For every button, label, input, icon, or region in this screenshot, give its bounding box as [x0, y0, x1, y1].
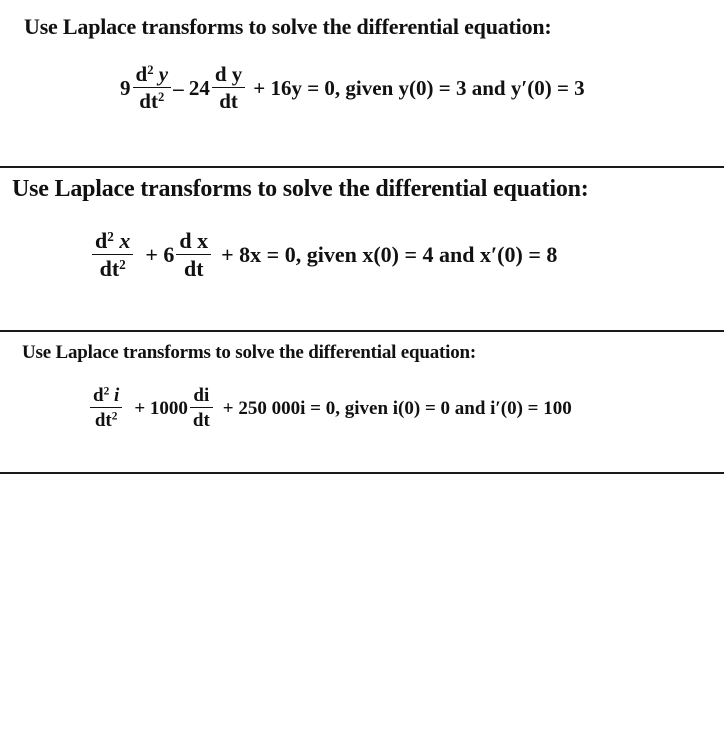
problem-1-prompt: Use Laplace transforms to solve the differential equation: [24, 14, 552, 39]
problem-3-first-derivative: $\frac{di}{dt}$ [190, 386, 213, 430]
problem-1-rest: + 16y = 0, given y(0) = 3 and y′(0) = 3 [253, 75, 585, 100]
problem-2-first-derivative: $\frac{\text{d x}}{dt}$ [176, 230, 211, 280]
problem-2-second-derivative: $\frac{d^2 x}{dt^2}$ [92, 230, 133, 280]
problem-3-second-derivative: $\frac{d^2 i}{dt^2}$ [90, 386, 122, 430]
problem-2-operator-1: + 6 [145, 242, 175, 267]
problem-3-operator-1: + 1000 [134, 397, 188, 419]
divider-1 [0, 166, 724, 168]
problem-2-rest: + 8x = 0, given x(0) = 4 and x′(0) = 8 [221, 242, 558, 267]
problem-1-second-derivative: $\frac{d^2 y}{dt^2}$ [133, 64, 172, 112]
problem-3-equation [88, 386, 572, 430]
problem-3-rest: + 250 000i = 0, given i(0) = 0 and i′(0) = 100 [222, 397, 572, 419]
problem-1-first-derivative: $\frac{\text{d y}}{dt}$ [212, 64, 245, 112]
problem-2-equation [90, 230, 557, 280]
problem-1-operator-1: – 24 [173, 75, 210, 100]
problem-3-prompt: Use Laplace transforms to solve the differential equation: [22, 342, 477, 363]
problem-1-equation [120, 64, 585, 112]
problem-1-coefficient-2: 9 [120, 75, 131, 100]
divider-3 [0, 472, 724, 474]
divider-2 [0, 330, 724, 332]
problem-2-prompt: Use Laplace transforms to solve the differential equation: [12, 176, 589, 202]
